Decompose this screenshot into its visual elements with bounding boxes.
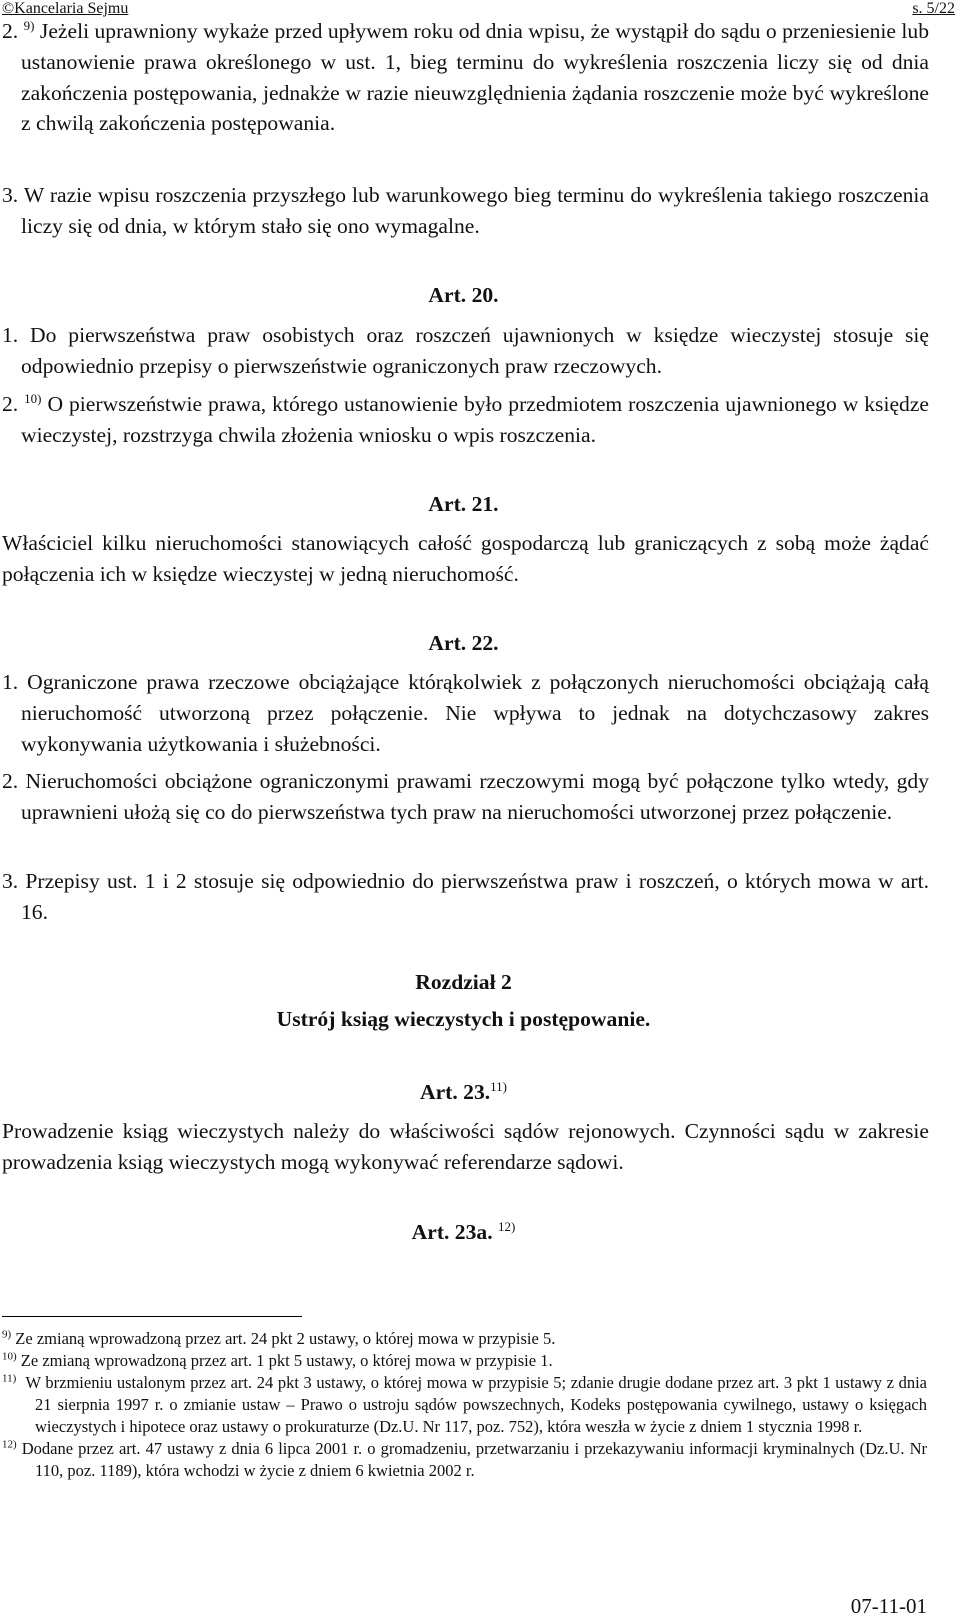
article-23-title [0,1080,927,1105]
footnote-12-mark: 12) [2,1438,17,1451]
footnote-ref-9: 9) [23,17,35,33]
footnote-11-text: W brzmieniu ustalonym przez art. 24 pkt 3 ustawy, o której mowa w przypisie 5; zdanie drugie dodane przez art. 3 pkt 1 ustawy z dnia 21 sierpnia 1997 r. o zmianie ustaw – Prawo o ustroju sądów powszechnych, Kodeks postępowania cywilnego, ustawy o księgach wieczystych i hipotece oraz ustawy o prokuraturze (Dz.U. Nr 117, poz. 752), która weszła w życie z dniem 1 stycznia 1998 r. [25,1373,928,1436]
paragraph-2-number: 2. [2,19,19,43]
article-23-title-text: Art. 23. [419,1080,491,1104]
footnote-9 [2,1328,927,1350]
article-20-paragraph-2-text: O pierwszeństwie prawa, którego ustanowienie było przedmiotem roszczenia ujawnionego w księdze wieczystej, rozstrzyga chwila złożenia wniosku o wpis roszczenia. [21,392,929,447]
paragraph-2 [2,16,929,139]
header-page-number: s. 5/22 [912,0,955,17]
footnotes [2,1328,927,1482]
article-20-title: Art. 20. [428,283,499,307]
footnote-9-mark: 9) [2,1328,12,1341]
footnote-10-text: Ze zmianą wprowadzoną przez art. 1 pkt 5 ustawy, o której mowa w przypisie 1. [20,1351,553,1370]
footnote-10-mark: 10) [2,1350,17,1363]
article-21-text: Właściciel kilku nieruchomości stanowiących całość gospodarczą lub graniczących z sobą może żądać połączenia ich w księdze wieczystej w jedną nieruchomość. [2,531,929,586]
footnote-11 [2,1372,927,1438]
article-22-paragraph-2: 2. Nieruchomości obciążone ograniczonymi prawami rzeczowymi mogą być połączone tylko wtedy, gdy uprawnieni ułożą się co do pierwszeństwa tych praw na nieruchomości utworzonej przez połączenie. [2,769,929,824]
article-23a-title-text: Art. 23a. [411,1220,493,1244]
footnote-9-text: Ze zmianą wprowadzoną przez art. 24 pkt 2 ustawy, o której mowa w przypisie 5. [15,1329,556,1348]
article-20-paragraph-2 [2,389,929,451]
article-22-paragraph-1: 1. Ograniczone prawa rzeczowe obciążające którąkolwiek z połączonych nieruchomości obciążają całą nieruchomość utworzoną przez połączenie. Nie wpływa to jednak na dotychczasowy zakres wykonywania użytkowania i służebności. [2,670,929,756]
chapter-subtitle: Ustrój ksiąg wieczystych i postępowanie. [276,1007,651,1031]
article-20-paragraph-2-number: 2. [2,392,19,416]
article-22-title: Art. 22. [428,631,499,655]
footnote-ref-10: 10) [24,390,42,406]
footnote-ref-11: 11) [490,1078,508,1094]
article-21-title: Art. 21. [428,492,499,516]
footer-date-code: 07-11-01 [850,1594,927,1618]
footnote-10 [2,1350,927,1372]
article-23a-title [0,1220,927,1245]
footnote-separator [2,1316,302,1317]
article-23-text: Prowadzenie ksiąg wieczystych należy do właściwości sądów rejonowych. Czynności sądu w zakresie prowadzenia ksiąg wieczystych mogą wykonywać referendarze sądowi. [2,1119,929,1174]
footnote-12 [2,1438,927,1482]
footnote-ref-12: 12) [498,1218,516,1234]
footnote-11-mark: 11) [2,1372,17,1385]
chapter-title: Rozdział 2 [415,970,512,994]
header-source: ©Kancelaria Sejmu [2,0,129,17]
footnote-12-text: Dodane przez art. 47 ustawy z dnia 6 lipca 2001 r. o gromadzeniu, przetwarzaniu i przekazywaniu informacji kryminalnych (Dz.U. Nr 110, poz. 1189), która wchodzi w życie z dniem 6 kwietnia 2002 r. [21,1439,927,1480]
article-20-paragraph-1: 1. Do pierwszeństwa praw osobistych oraz roszczeń ujawnionych w księdze wieczystej stosuje się odpowiednio przepisy o pierwszeństwie ograniczonych praw rzeczowych. [2,323,929,378]
paragraph-3: 3. W razie wpisu roszczenia przyszłego lub warunkowego bieg terminu do wykreślenia takiego roszczenia liczy się od dnia, w którym stało się ono wymagalne. [2,183,929,238]
article-22-paragraph-3: 3. Przepisy ust. 1 i 2 stosuje się odpowiednio do pierwszeństwa praw i roszczeń, o których mowa w art. 16. [2,869,929,924]
paragraph-2-text: Jeżeli uprawniony wykaże przed upływem roku od dnia wpisu, że wystąpił do sądu o przeniesienie lub ustanowienie prawa określonego w ust. 1, bieg terminu do wykreślenia roszczenia liczy się od dnia zakończenia postępowania, jednakże w razie nieuwzględnienia żądania roszczenie może być wykreślone z chwilą zakończenia postępowania. [21,19,930,136]
